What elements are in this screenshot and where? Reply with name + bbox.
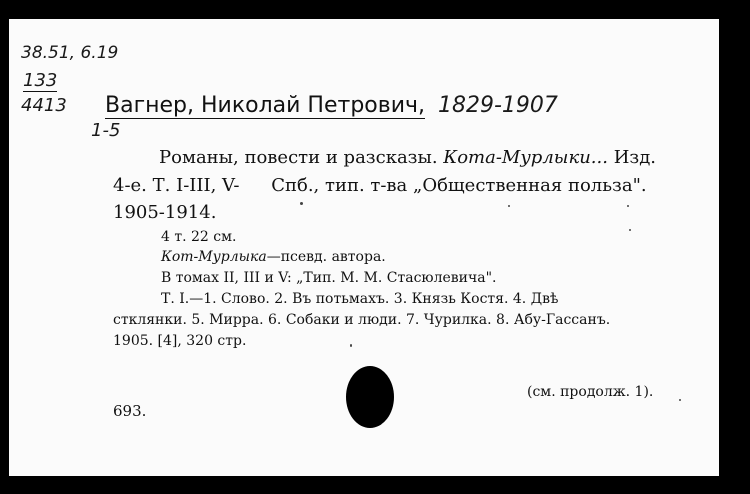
continuation-note: (см. продолж. 1). xyxy=(527,384,654,400)
printer-note: В томах II, III и V: „Тип. М. М. Стасюлевича". xyxy=(161,270,497,286)
card-number: 693. xyxy=(113,402,147,420)
imprint: Спб., тип. т-ва „Общественная польза". xyxy=(271,175,647,196)
shelf-mark: 38.51, 6.19 xyxy=(21,43,119,63)
author-dates: 1829-1907 xyxy=(438,93,558,118)
speck xyxy=(350,344,352,347)
speck xyxy=(629,229,631,231)
catalog-card xyxy=(9,19,719,476)
edition-volumes: 4-е. Т. I-III, V- xyxy=(113,175,240,196)
pseudonym-title: Кота-Мурлыки... xyxy=(443,147,608,168)
pseudonym-name: Кот-Мурлыка xyxy=(161,249,267,265)
title-text: Романы, повести и разсказы. xyxy=(159,147,438,168)
contents-line-3: 1905. [4], 320 стр. xyxy=(113,333,247,349)
author-name: Вагнер, Николай Петрович, xyxy=(105,93,425,118)
pseudonym-note xyxy=(161,249,386,265)
speck xyxy=(679,399,681,401)
call-number-top: 133 xyxy=(23,70,58,91)
title-line-1 xyxy=(159,147,656,168)
speck xyxy=(627,205,629,207)
physical-description: 4 т. 22 см. xyxy=(161,229,237,245)
call-number-bottom: 4413 xyxy=(21,95,67,116)
contents-line-2: стклянки. 5. Мирра. 6. Собаки и люди. 7. Чурилка. 8. Абу-Гассанъ. xyxy=(113,312,611,328)
title-line-2 xyxy=(113,175,647,196)
speck xyxy=(508,205,510,207)
title-line-3: 1905-1914. xyxy=(113,202,217,223)
speck xyxy=(300,202,303,205)
volumes-note: 1-5 xyxy=(91,120,121,141)
edition-label: Изд. xyxy=(613,147,657,168)
pseudonym-explanation: —псевд. автора. xyxy=(266,249,386,265)
contents-line-1: Т. I.—1. Слово. 2. Въ потьмахъ. 3. Князь Костя. 4. Двѣ xyxy=(161,291,559,307)
card-punch-hole xyxy=(346,366,394,428)
author-heading xyxy=(105,93,558,118)
